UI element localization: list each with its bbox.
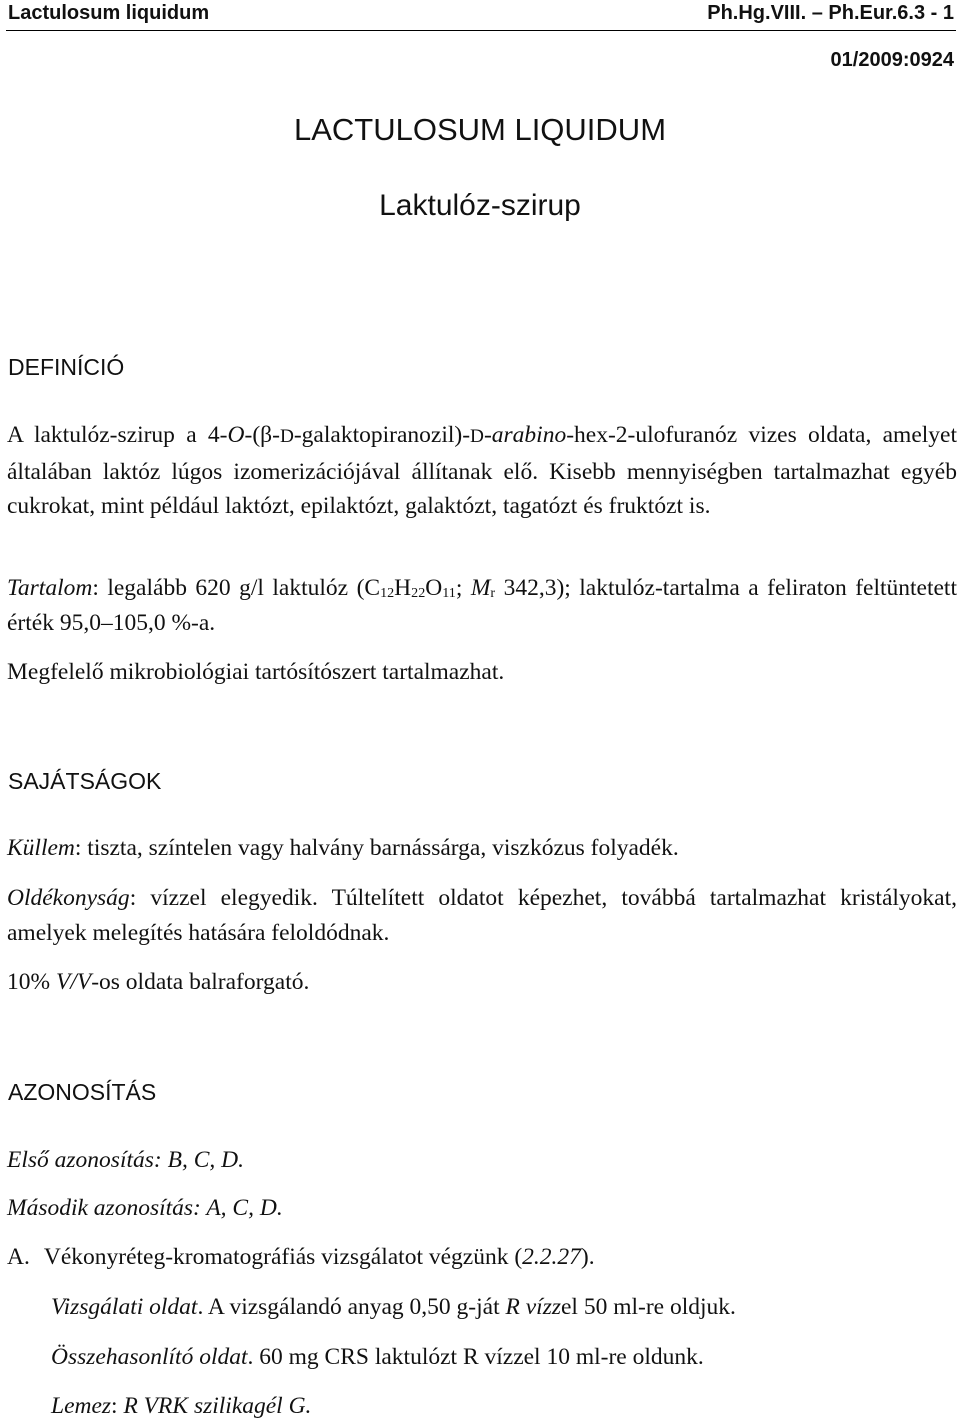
page-subtitle: Laktulóz-szirup: [379, 189, 581, 222]
content-paragraph: Tartalom: legalább 620 g/l laktulóz ($C_{12}H_{22}O_{11}$; $M_r$ 342,3); laktulóz-tartalma a feliraton feltüntetett érték 95,0–105,0 %-a.: [7, 575, 957, 636]
test-a-paragraph: A. Vékonyréteg-kromatográfiás vizsgálatot végzünk (2.2.27).: [7, 1244, 595, 1270]
header-pharmacopoeia-reference: Ph.Hg.VIII. – Ph.Eur.6.3 - 1: [707, 2, 954, 24]
definition-paragraph: A laktulóz-szirup a 4-O-(β-D-galaktopiranozil)-D-arabino-hex-2-ulofuranóz vizes oldata, amelyet általában laktóz lúgos izomerizációjával állítanak elő. Kisebb mennyiségben tartalmazhat egyéb cukrokat, mint például laktózt, epilaktózt, galaktózt, tagatózt és fruktózt is.: [7, 422, 958, 519]
preservative-note: Megfelelő mikrobiológiai tartósítószert tartalmazhat.: [7, 659, 505, 685]
page-title: LACTULOSUM LIQUIDUM: [293, 112, 667, 147]
test-solution-paragraph: Vizsgálati oldat. A vizsgálandó anyag 0,50 g-ját R vízzel 50 ml-re oldjuk.: [51, 1294, 736, 1320]
header-document-name: Lactulosum liquidum: [8, 2, 210, 24]
solubility-paragraph: Oldékonyság: vízzel elegyedik. Túltelített oldatot képezhet, továbbá tartalmazhat kristályokat, amelyek melegítés hatására feloldódnak.: [7, 885, 957, 946]
reference-solution-paragraph: Összehasonlító oldat. 60 mg CRS laktulózt R vízzel 10 ml-re oldunk.: [51, 1344, 704, 1370]
properties-heading: SAJÁTSÁGOK: [8, 768, 162, 794]
monograph-code: 01/2009:0924: [830, 49, 954, 71]
appearance-paragraph: Küllem: tiszta, színtelen vagy halvány barnássárga, viszkózus folyadék.: [7, 835, 679, 861]
second-identification: Második azonosítás: A, C, D.: [7, 1195, 283, 1221]
plate-paragraph: Lemez: R VRK szilikagél G.: [51, 1393, 312, 1419]
identification-heading: AZONOSÍTÁS: [8, 1079, 157, 1105]
header-divider: [6, 30, 956, 31]
optical-rotation-paragraph: 10% V/V-os oldata balraforgató.: [7, 969, 310, 995]
definition-heading: DEFINÍCIÓ: [8, 354, 125, 380]
first-identification: Első azonosítás: B, C, D.: [7, 1147, 244, 1173]
